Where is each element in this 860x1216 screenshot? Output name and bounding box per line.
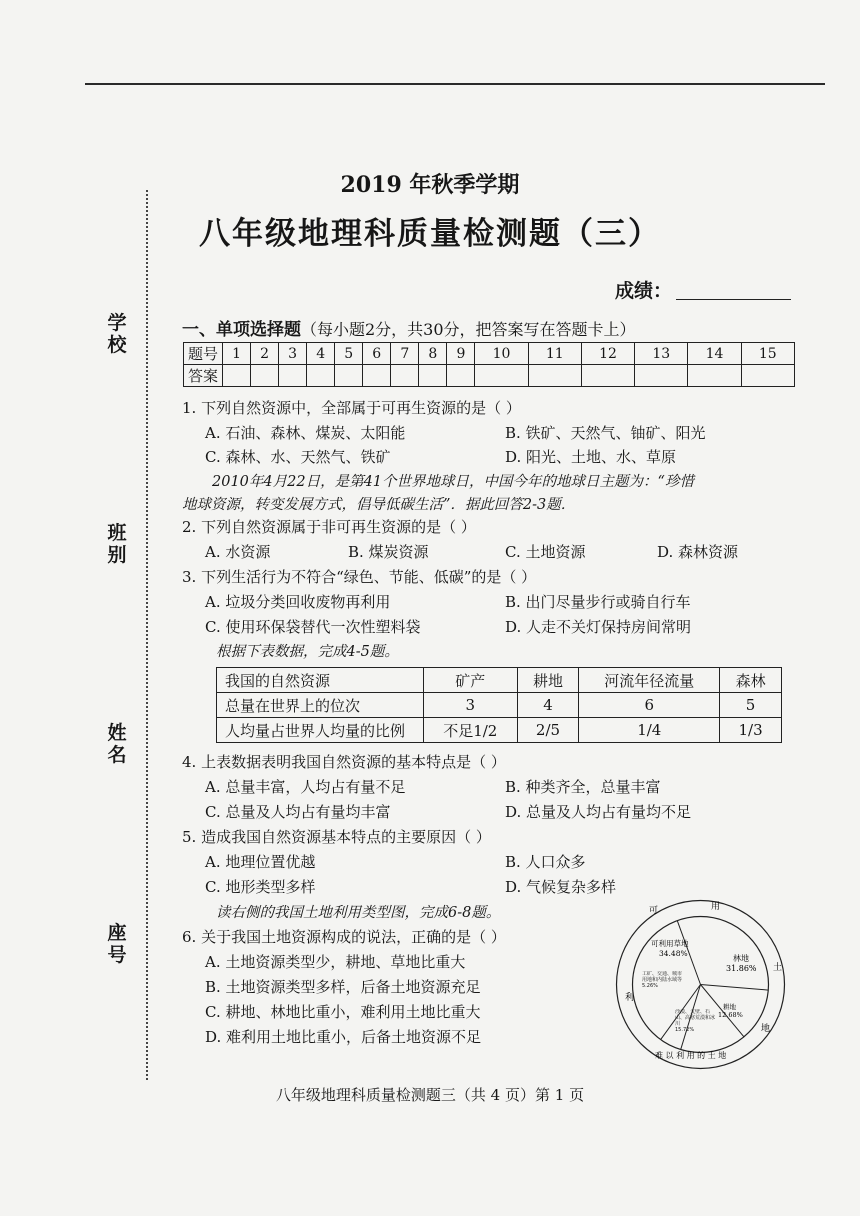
intro-q2-3-line1: 2010年4月22日，是第41个世界地球日，中国今年的地球日主题为：“珍惜 xyxy=(212,474,694,490)
ring-char: 地 xyxy=(761,1024,771,1034)
answer-cell[interactable] xyxy=(307,365,335,387)
q6-stem: 6. 关于我国土地资源构成的说法，正确的是（ ） xyxy=(182,928,506,946)
segment-label-desert: 沙漠、戈壁、石山、高寒荒漠和冰川15.72% xyxy=(675,1009,715,1033)
exam-title: 八年级地理科质量检测题（三） xyxy=(199,216,661,252)
q3-option-b[interactable]: B. 出门尽量步行或骑自行车 xyxy=(505,593,691,611)
answer-grid-answer-row xyxy=(184,365,795,387)
resource-table-cell: 矿产 xyxy=(424,668,518,693)
answer-cell[interactable] xyxy=(251,365,279,387)
q4-option-b[interactable]: B. 种类齐全，总量丰富 xyxy=(505,778,661,796)
question-number: 9 xyxy=(447,343,475,365)
answer-cell[interactable] xyxy=(279,365,307,387)
q5-option-b[interactable]: B. 人口众多 xyxy=(505,853,586,871)
q3-option-c[interactable]: C. 使用环保袋替代一次性塑料袋 xyxy=(205,618,421,636)
question-number: 6 xyxy=(363,343,391,365)
answer-cell[interactable] xyxy=(635,365,688,387)
resource-table-cell: 5 xyxy=(720,693,782,718)
answer-cell[interactable] xyxy=(528,365,581,387)
answer-grid-header: 题号 xyxy=(184,343,223,365)
q5-option-c[interactable]: C. 地形类型多样 xyxy=(205,878,316,896)
answer-cell[interactable] xyxy=(447,365,475,387)
q2-stem: 2. 下列自然资源属于非可再生资源的是（ ） xyxy=(182,518,476,536)
answer-cell[interactable] xyxy=(688,365,741,387)
resource-table xyxy=(216,667,782,743)
q1-option-a[interactable]: A. 石油、森林、煤炭、太阳能 xyxy=(205,424,406,442)
question-number: 8 xyxy=(419,343,447,365)
q2-option-d[interactable]: D. 森林资源 xyxy=(657,543,739,561)
question-number: 11 xyxy=(528,343,581,365)
resource-table-cell: 6 xyxy=(579,693,720,718)
question-number: 12 xyxy=(581,343,634,365)
answer-cell[interactable] xyxy=(391,365,419,387)
question-number: 7 xyxy=(391,343,419,365)
ring-char: 利 xyxy=(625,993,635,1003)
resource-table-cell: 人均量占世界人均量的比例 xyxy=(217,718,424,743)
ring-char: 可 xyxy=(649,906,659,916)
segment-label-forest: 林地 xyxy=(733,954,749,963)
resource-table-cell: 耕地 xyxy=(517,668,579,693)
page-footer: 八年级地理科质量检测题三（共 4 页）第 1 页 xyxy=(275,1086,585,1104)
resource-table-row xyxy=(217,718,782,743)
intro-q4-5: 根据下表数据，完成4-5题。 xyxy=(216,644,399,660)
q5-stem: 5. 造成我国自然资源基本特点的主要原因（ ） xyxy=(182,828,491,846)
q1-stem: 1. 下列自然资源中，全部属于可再生资源的是（ ） xyxy=(182,399,521,417)
resource-table-cell: 我国的自然资源 xyxy=(217,668,424,693)
ring-bottom-label: 难 以 利 用 的 土 地 xyxy=(655,1051,727,1060)
intro-q2-3-line2: 地球资源，转变发展方式，倡导低碳生活”．据此回答2-3题． xyxy=(182,497,576,513)
resource-table-row xyxy=(217,693,782,718)
resource-table-cell: 3 xyxy=(424,693,518,718)
land-use-pie-chart xyxy=(613,897,788,1072)
answer-cell[interactable] xyxy=(741,365,794,387)
ring-char: 土 xyxy=(773,963,783,973)
q4-option-a[interactable]: A. 总量丰富，人均占有量不足 xyxy=(205,778,406,796)
answer-grid-header: 答案 xyxy=(184,365,223,387)
question-number: 15 xyxy=(741,343,794,365)
resource-table-cell: 总量在世界上的位次 xyxy=(217,693,424,718)
answer-cell[interactable] xyxy=(581,365,634,387)
q1-option-c[interactable]: C. 森林、水、天然气、铁矿 xyxy=(205,448,391,466)
top-rule xyxy=(85,83,825,85)
section-heading: 一、单项选择题（每小题2分，共30分，把答案写在答题卡上） xyxy=(182,320,636,340)
resource-table-cell: 2/5 xyxy=(517,718,579,743)
question-number: 4 xyxy=(307,343,335,365)
question-number: 14 xyxy=(688,343,741,365)
question-number: 10 xyxy=(475,343,528,365)
binding-dotted-line xyxy=(146,190,148,1080)
q4-option-c[interactable]: C. 总量及人均占有量均丰富 xyxy=(205,803,391,821)
resource-table-cell: 1/4 xyxy=(579,718,720,743)
segment-value-forest: 31.86% xyxy=(726,964,757,973)
q6-option-b[interactable]: B. 土地资源类型多样，后备土地资源充足 xyxy=(205,978,481,996)
answer-cell[interactable] xyxy=(223,365,251,387)
resource-table-cell: 1/3 xyxy=(720,718,782,743)
answer-grid-number-row xyxy=(184,343,795,365)
q6-option-c[interactable]: C. 耕地、林地比重小，难利用土地比重大 xyxy=(205,1003,481,1021)
answer-grid xyxy=(183,342,795,387)
q5-option-a[interactable]: A. 地理位置优越 xyxy=(205,853,316,871)
answer-cell[interactable] xyxy=(419,365,447,387)
q2-option-a[interactable]: A. 水资源 xyxy=(205,543,271,561)
answer-cell[interactable] xyxy=(363,365,391,387)
q6-option-d[interactable]: D. 难利用土地比重小，后备土地资源不足 xyxy=(205,1028,482,1046)
q3-option-a[interactable]: A. 垃圾分类回收废物再利用 xyxy=(205,593,391,611)
score-label: 成绩： xyxy=(615,280,673,302)
q3-stem: 3. 下列生活行为不符合“绿色、节能、低碳”的是（ ） xyxy=(182,568,537,586)
segment-value-cropland: 12.68% xyxy=(718,1011,743,1019)
question-number: 3 xyxy=(279,343,307,365)
question-number: 2 xyxy=(251,343,279,365)
q1-option-b[interactable]: B. 铁矿、天然气、铀矿、阳光 xyxy=(505,424,706,442)
q2-option-c[interactable]: C. 土地资源 xyxy=(505,543,586,561)
q2-option-b[interactable]: B. 煤炭资源 xyxy=(348,543,429,561)
side-label-school: 学 校 xyxy=(107,312,127,356)
question-number: 5 xyxy=(335,343,363,365)
question-number: 13 xyxy=(635,343,688,365)
side-label-seat: 座 号 xyxy=(107,922,127,966)
resource-table-header-row xyxy=(217,668,782,693)
q3-option-d[interactable]: D. 人走不关灯保持房间常明 xyxy=(505,618,692,636)
segment-label-industrial: 工矿、交通、城市用地和内陆水域等5.26% xyxy=(642,971,683,989)
q4-option-d[interactable]: D. 总量及人均占有量均不足 xyxy=(505,803,692,821)
pie-slice-divider xyxy=(701,985,769,991)
intro-q6-8: 读右侧的我国土地利用类型图，完成6-8题。 xyxy=(216,905,501,921)
resource-table-cell: 森林 xyxy=(720,668,782,693)
segment-label-cropland: 耕地 xyxy=(723,1003,736,1011)
side-label-name: 姓 名 xyxy=(107,722,127,766)
side-label-class: 班 别 xyxy=(107,522,127,566)
q1-option-d[interactable]: D. 阳光、土地、水、草原 xyxy=(505,448,677,466)
resource-table-cell: 4 xyxy=(517,693,579,718)
answer-cell[interactable] xyxy=(335,365,363,387)
segment-value-grassland: 34.48% xyxy=(659,949,688,958)
resource-table-cell: 不足1/2 xyxy=(424,718,518,743)
resource-table-cell: 河流年径流量 xyxy=(579,668,720,693)
term-title: 2019 年秋季学期 xyxy=(340,172,520,198)
q5-option-d[interactable]: D. 气候复杂多样 xyxy=(505,878,617,896)
answer-cell[interactable] xyxy=(475,365,528,387)
score-blank[interactable] xyxy=(676,299,791,300)
q6-option-a[interactable]: A. 土地资源类型少，耕地、草地比重大 xyxy=(205,953,466,971)
segment-label-grassland: 可利用草地 xyxy=(651,939,689,948)
q4-stem: 4. 上表数据表明我国自然资源的基本特点是（ ） xyxy=(182,753,506,771)
question-number: 1 xyxy=(223,343,251,365)
ring-char: 用 xyxy=(711,902,721,912)
